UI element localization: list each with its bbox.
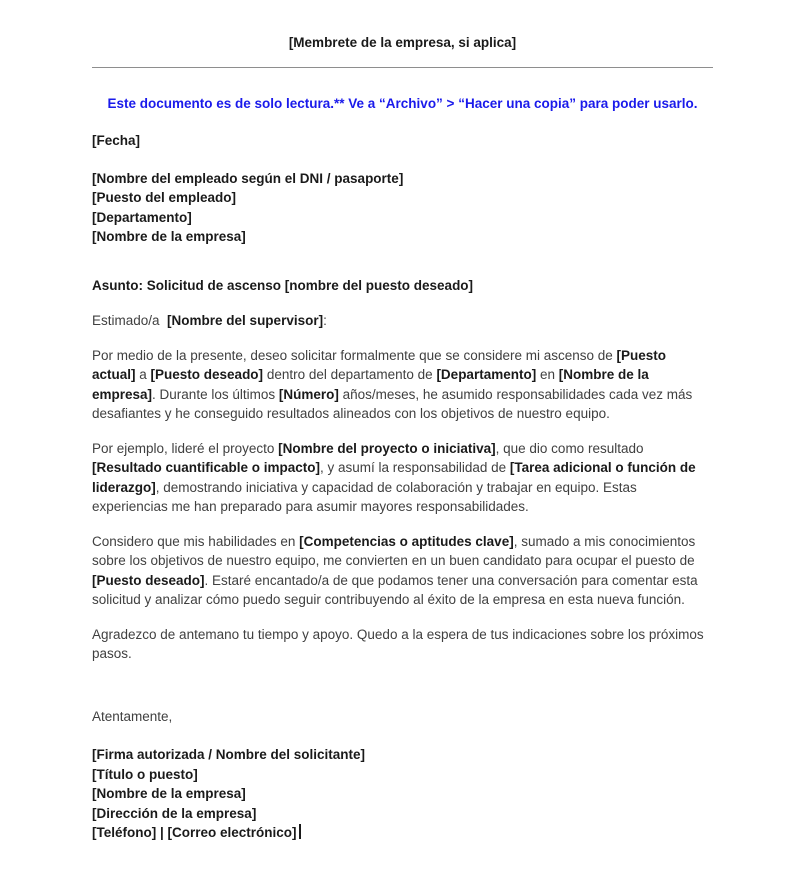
text-segment: Por medio de la presente, deseo solicitar formalmente que se considere mi ascenso de [92,347,617,363]
body-paragraph-3 [92,532,713,610]
text-segment: [Nombre del supervisor] [167,313,324,328]
text-segment: . Durante los últimos [152,386,279,402]
signature-contact-text: [Teléfono] | [Correo electrónico] [92,825,297,840]
text-segment: [Número] [278,386,339,402]
text-segment: Por ejemplo, lideré el proyecto [92,440,279,456]
signature-line-title: [Título o puesto] [92,766,198,782]
text-cursor [299,824,301,839]
text-segment: . Estaré encantado/a de que podamos tener una conversación para comentar esta solicitud y analizar cómo puedo seguir contribuyendo al éxito de la empresa en esta nueva función. [92,572,702,607]
text-segment: a [135,367,151,382]
text-segment: , que dio como resultado [495,440,648,456]
signature-line-address: [Dirección de la empresa] [92,805,257,821]
signature-line-company: [Nombre de la empresa] [92,786,246,801]
text-segment: [Puesto actual] [92,347,670,382]
text-segment: [Puesto deseado] [150,367,264,382]
body-paragraph-1 [92,346,713,424]
salutation [92,311,713,331]
text-segment: , demostrando iniciativa y capacidad de colaboración y trabajar en equipo. Estas experiencias me han preparado para asumir mayores responsabilidades. [92,479,641,514]
recipient-line-title: [Puesto del empleado] [92,190,237,205]
text-segment: Considero que mis habilidades en [92,533,300,549]
text-segment: : [323,313,327,328]
date-placeholder: [Fecha] [92,133,141,148]
text-segment: [Nombre del proyecto o iniciativa] [278,440,496,456]
subject-line: Asunto: Solicitud de ascenso [nombre del puesto deseado] [92,277,474,293]
signature-block [92,745,713,843]
text-segment: en [536,367,559,382]
text-segment: años/meses, he asumido responsabilidades cada vez más desafiantes y he conseguido resultados alineados con los objetivos de nuestro equipo. [92,386,697,421]
letterhead-divider [92,67,713,68]
text-segment: [Departamento] [436,367,537,382]
body-paragraph-4 [92,625,713,664]
recipient-line-company: [Nombre de la empresa] [92,229,246,244]
text-segment: [Tarea adicional o función de liderazgo] [92,460,700,495]
closing: Atentamente, [92,708,173,724]
text-segment: , y asumí la responsabilidad de [320,460,510,475]
text-segment: Estimado/a [92,313,168,328]
letterhead: [Membrete de la empresa, si aplica] [288,35,517,50]
text-segment: , sumado a mis conocimientos sobre los objetivos de nuestro equipo, me convierten en un buen candidato para ocupar el puesto de [92,533,700,568]
recipient-block [92,169,713,247]
recipient-line-name: [Nombre del empleado según el DNI / pasaporte] [92,170,404,186]
recipient-line-department: [Departamento] [92,209,192,225]
signature-line-contact [92,823,713,843]
text-segment: dentro del departamento de [263,367,437,382]
body-paragraph-2 [92,439,713,517]
text-segment: Agradezco de antemano tu tiempo y apoyo. Quedo a la espera de tus indicaciones sobre los próximos pasos. [92,626,708,661]
text-segment: [Competencias o aptitudes clave] [299,533,514,549]
signature-line-name: [Firma autorizada / Nombre del solicitante] [92,747,366,762]
text-segment: [Nombre de la empresa] [92,367,653,402]
text-segment: [Resultado cuantificable o impacto] [92,460,321,475]
readonly-notice: Este documento es de solo lectura.** Ve a “Archivo” > “Hacer una copia” para poder usarlo. [107,95,698,111]
text-segment: [Puesto deseado] [92,572,205,588]
